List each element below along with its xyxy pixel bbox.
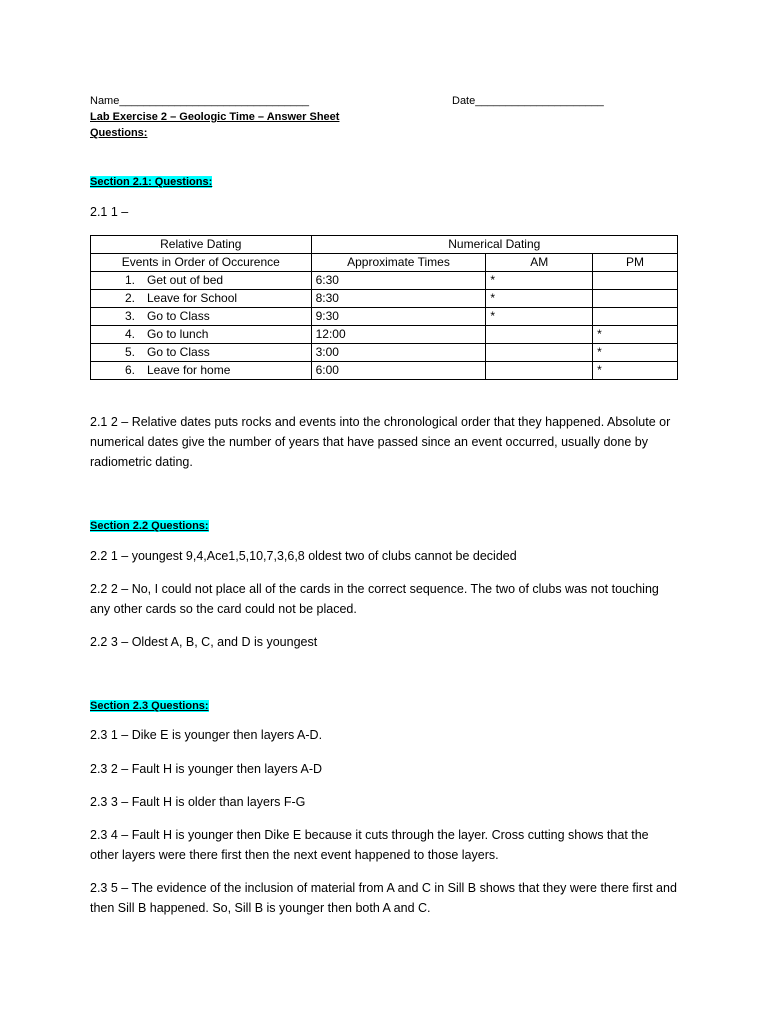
header-numerical-dating: Numerical Dating <box>311 236 677 254</box>
questions-heading: Questions: <box>90 127 148 139</box>
row-am: * <box>486 272 593 290</box>
date-field-label: Date_____________________ <box>452 95 604 107</box>
table-row <box>91 344 678 362</box>
row-time: 6:00 <box>311 362 486 380</box>
question-2-2-2: 2.2 2 – No, I could not place all of the cards in the correct sequence. The two of clubs was not touching any other cards so the card could not be placed. <box>90 582 659 616</box>
row-number: 2. <box>124 291 135 305</box>
section-2-1-heading: Section 2.1: Questions: <box>90 176 213 188</box>
row-time: 3:00 <box>311 344 486 362</box>
section-2-2-heading: Section 2.2 Questions: <box>90 520 209 532</box>
table-row <box>91 326 678 344</box>
table-row <box>91 290 678 308</box>
question-2-3-2: 2.3 2 – Fault H is younger then layers A-D <box>90 762 323 776</box>
question-2-3-1: 2.3 1 – Dike E is younger then layers A-D. <box>90 728 323 742</box>
row-pm <box>593 272 678 290</box>
row-pm: * <box>593 326 678 344</box>
row-event: Go to Class <box>147 309 210 323</box>
section-2-3-heading: Section 2.3 Questions: <box>90 700 209 712</box>
question-2-3-4: 2.3 4 – Fault H is younger then Dike E because it cuts through the layer. Cross cutting shows that the other layers were there first then the next event happened to those layers. <box>90 828 649 862</box>
row-event: Leave for home <box>147 363 231 377</box>
row-time: 9:30 <box>311 308 486 326</box>
header-times: Approximate Times <box>311 254 486 272</box>
row-number: 4. <box>124 327 135 341</box>
question-2-3-5: 2.3 5 – The evidence of the inclusion of material from A and C in Sill B shows that they were there first and then Sill B happened. So, Sill B is younger then both A and C. <box>90 881 677 915</box>
row-event: Get out of bed <box>147 273 224 287</box>
row-event: Go to lunch <box>147 327 209 341</box>
row-am <box>486 344 593 362</box>
dating-table <box>90 235 678 380</box>
question-2-1-2: 2.1 2 – Relative dates puts rocks and events into the chronological order that they happened. Absolute or numerical dates give the number of years that have passed since an event occurred, usually done by radiometric dating. <box>90 415 671 469</box>
row-time: 8:30 <box>311 290 486 308</box>
row-event: Go to Class <box>147 345 210 359</box>
table-subheader-row <box>91 254 678 272</box>
header-relative-dating: Relative Dating <box>91 236 312 254</box>
row-pm: * <box>593 362 678 380</box>
row-number: 3. <box>124 309 135 323</box>
table-header-row <box>91 236 678 254</box>
row-number: 5. <box>124 345 135 359</box>
header-pm: PM <box>593 254 678 272</box>
row-number: 1. <box>124 273 135 287</box>
table-row <box>91 362 678 380</box>
row-time: 6:30 <box>311 272 486 290</box>
header-am: AM <box>486 254 593 272</box>
row-am <box>486 326 593 344</box>
question-2-3-3: 2.3 3 – Fault H is older than layers F-G <box>90 795 306 809</box>
question-2-2-1: 2.2 1 – youngest 9,4,Ace1,5,10,7,3,6,8 oldest two of clubs cannot be decided <box>90 549 517 563</box>
row-am <box>486 362 593 380</box>
row-pm <box>593 308 678 326</box>
row-pm <box>593 290 678 308</box>
document-title: Lab Exercise 2 – Geologic Time – Answer Sheet <box>90 111 340 123</box>
row-am: * <box>486 290 593 308</box>
row-pm: * <box>593 344 678 362</box>
header-events: Events in Order of Occurence <box>91 254 312 272</box>
row-am: * <box>486 308 593 326</box>
question-2-2-3: 2.2 3 – Oldest A, B, C, and D is youngest <box>90 635 318 649</box>
name-field-label: Name_______________________________ <box>90 95 309 107</box>
question-2-1-1: 2.1 1 – <box>90 205 129 219</box>
row-number: 6. <box>124 363 135 377</box>
row-time: 12:00 <box>311 326 486 344</box>
table-row <box>91 308 678 326</box>
row-event: Leave for School <box>147 291 238 305</box>
table-row <box>91 272 678 290</box>
